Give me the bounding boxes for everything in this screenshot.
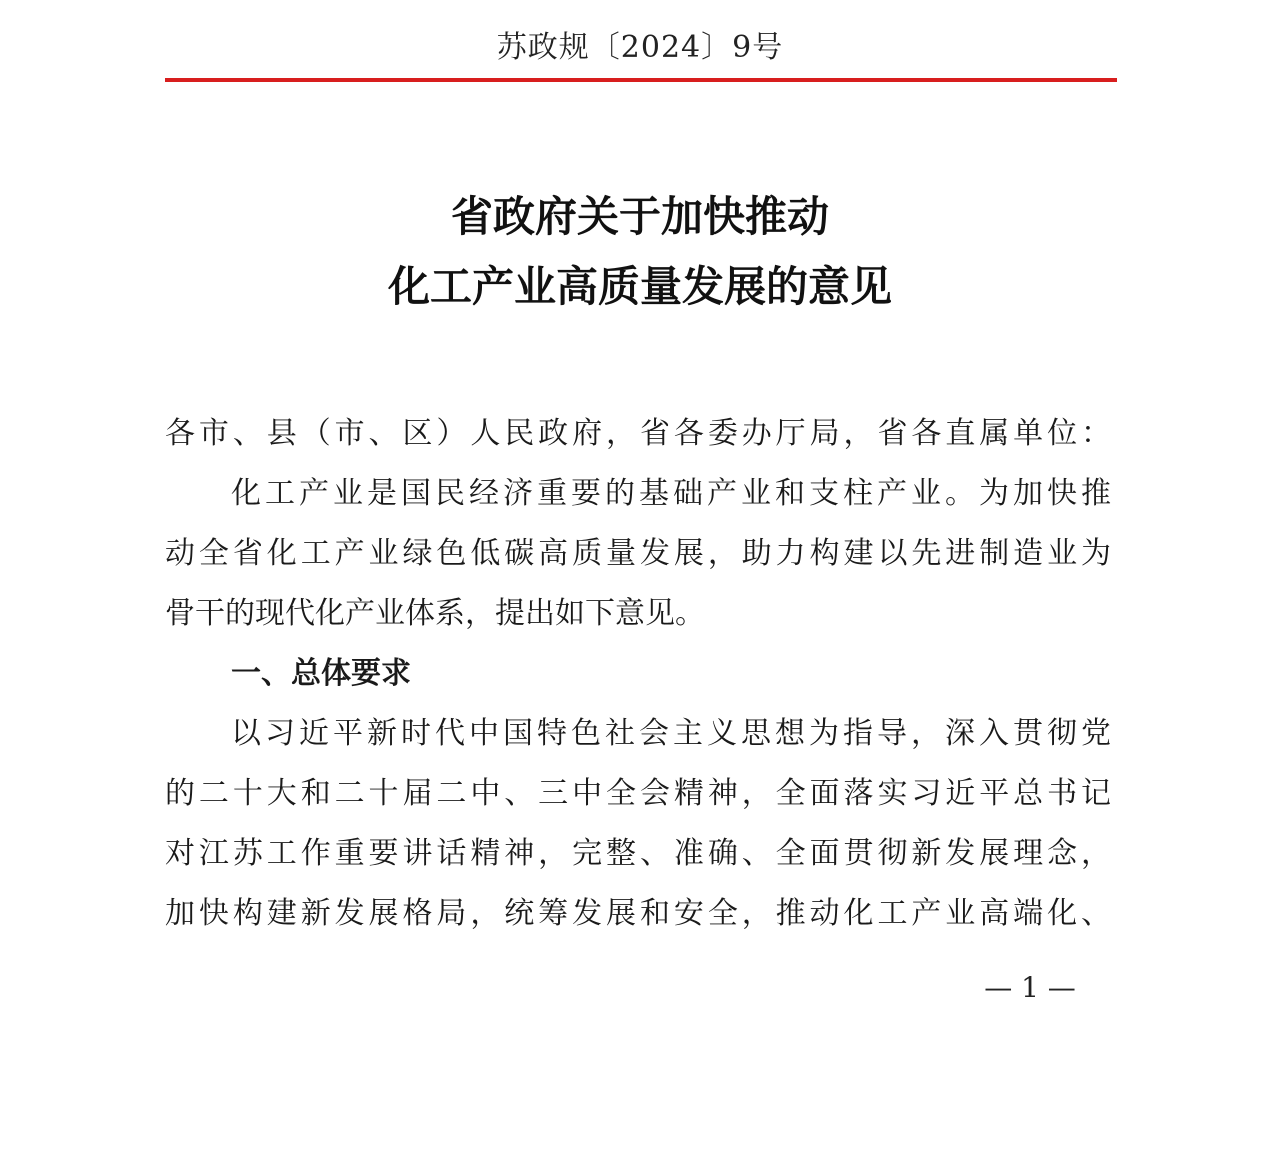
section-heading: 一、总体要求 <box>231 656 411 691</box>
title-line-2: 化工产业高质量发展的意见 <box>387 262 892 311</box>
paragraph-line: 以习近平新时代中国特色社会主义思想为指导，深入贯彻党 <box>231 716 1111 751</box>
paragraph-line: 的二十大和二十届二中、三中全会精神，全面落实习近平总书记 <box>165 776 1111 811</box>
paragraph-line: 加快构建新发展格局，统筹发展和安全，推动化工产业高端化、 <box>165 896 1111 931</box>
paragraph-line: 化工产业是国民经济重要的基础产业和支柱产业。为加快推 <box>231 476 1111 511</box>
paragraph-line: 对江苏工作重要讲话精神，完整、准确、全面贯彻新发展理念， <box>165 836 1111 871</box>
title-line-1: 省政府关于加快推动 <box>450 192 829 241</box>
document-title <box>0 182 1280 322</box>
red-header-rule <box>165 78 1117 82</box>
document-body <box>165 404 1111 944</box>
paragraph-line: 骨干的现代化产业体系，提出如下意见。 <box>165 596 705 631</box>
paragraph-line: 动全省化工产业绿色低碳高质量发展，助力构建以先进制造业为 <box>165 536 1111 571</box>
document-number: 苏政规〔2024〕9号 <box>496 30 784 65</box>
page-number: — 1 — <box>984 971 1076 1004</box>
salutation: 各市、县（市、区）人民政府，省各委办厅局，省各直属单位： <box>165 416 1111 451</box>
